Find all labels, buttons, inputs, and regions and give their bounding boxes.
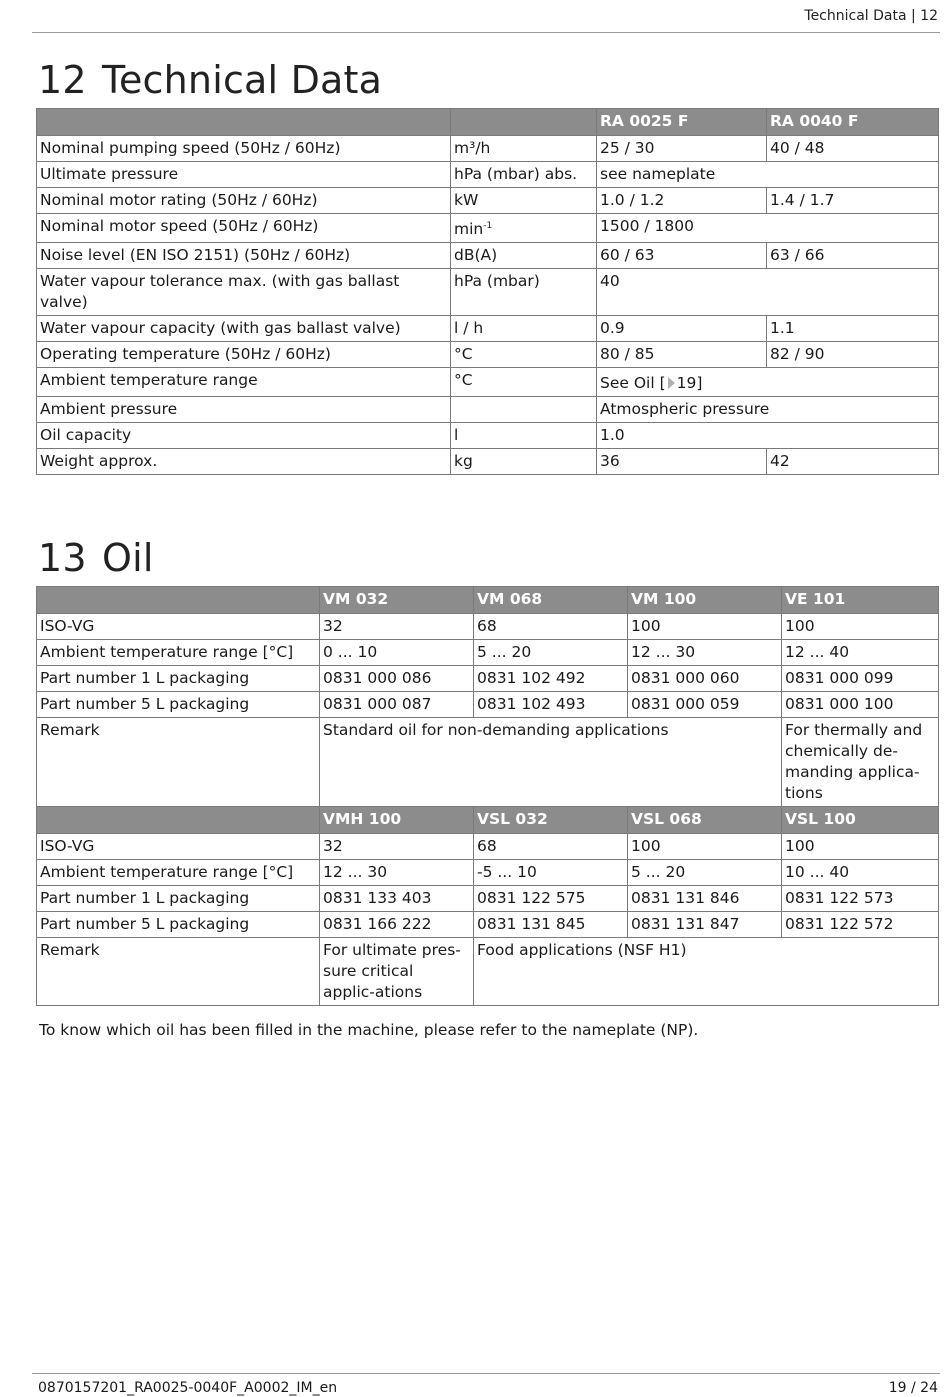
row-value: 42 [767, 449, 939, 475]
row-value: 0831 133 403 [320, 886, 474, 912]
row-label: Ambient temperature range [37, 368, 451, 397]
header-cell: VSL 100 [782, 807, 939, 834]
table-row [37, 397, 939, 423]
section-13-heading [38, 536, 154, 580]
unit-text: min [454, 220, 484, 239]
row-value: For thermally and chemically de-manding applica-tions [782, 718, 939, 807]
row-unit: hPa (mbar) [451, 269, 597, 316]
row-label: Noise level (EN ISO 2151) (50Hz / 60Hz) [37, 243, 451, 269]
row-unit: kW [451, 188, 597, 214]
header-cell: VM 032 [320, 587, 474, 614]
row-value: 25 / 30 [597, 136, 767, 162]
row-value: 100 [782, 614, 939, 640]
row-label: Nominal motor rating (50Hz / 60Hz) [37, 188, 451, 214]
footer-divider [32, 1373, 940, 1374]
row-label: Nominal pumping speed (50Hz / 60Hz) [37, 136, 451, 162]
table-row [37, 692, 939, 718]
row-value: 0831 000 060 [628, 666, 782, 692]
table-row [37, 860, 939, 886]
row-value: 32 [320, 834, 474, 860]
row-value: 40 [597, 269, 939, 316]
row-label: Operating temperature (50Hz / 60Hz) [37, 342, 451, 368]
header-cell [37, 807, 320, 834]
row-label: Ambient temperature range [°C] [37, 860, 320, 886]
row-value: 68 [474, 614, 628, 640]
row-value: 0831 122 573 [782, 886, 939, 912]
row-unit: m³/h [451, 136, 597, 162]
row-value: 1.0 / 1.2 [597, 188, 767, 214]
row-value: 80 / 85 [597, 342, 767, 368]
table-header-row [37, 807, 939, 834]
row-value: 5 ... 20 [474, 640, 628, 666]
table-row [37, 640, 939, 666]
document-id: 0870157201_RA0025-0040F_A0002_IM_en [38, 1380, 338, 1396]
row-value: 63 / 66 [767, 243, 939, 269]
row-value: 0831 000 087 [320, 692, 474, 718]
header-cell: VM 068 [474, 587, 628, 614]
section-title: Technical Data [102, 58, 383, 102]
row-value: see nameplate [597, 162, 939, 188]
page-reference-arrow-icon [668, 377, 675, 389]
section-number: 13 [38, 536, 87, 580]
row-label: Ambient pressure [37, 397, 451, 423]
row-value: 36 [597, 449, 767, 475]
row-unit: °C [451, 368, 597, 397]
header-cell: VSL 032 [474, 807, 628, 834]
header-cell [37, 109, 451, 136]
table-header-row [37, 587, 939, 614]
header-cell: RA 0025 F [597, 109, 767, 136]
row-value: 0831 131 846 [628, 886, 782, 912]
header-divider [32, 32, 940, 33]
row-value: 0.9 [597, 316, 767, 342]
row-value: 12 ... 30 [320, 860, 474, 886]
row-value: 0 ... 10 [320, 640, 474, 666]
row-label: Ultimate pressure [37, 162, 451, 188]
section-title: Oil [102, 536, 154, 580]
row-value: 0831 000 099 [782, 666, 939, 692]
row-value: 40 / 48 [767, 136, 939, 162]
table-row [37, 188, 939, 214]
row-value: -5 ... 10 [474, 860, 628, 886]
table-row [37, 614, 939, 640]
table-row [37, 886, 939, 912]
oil-table [36, 586, 939, 1006]
row-value: 1500 / 1800 [597, 214, 939, 243]
row-label: Water vapour tolerance max. (with gas ballast valve) [37, 269, 451, 316]
row-value: 5 ... 20 [628, 860, 782, 886]
technical-data-table [36, 108, 939, 475]
row-value: 0831 166 222 [320, 912, 474, 938]
table-row [37, 938, 939, 1006]
header-cell: RA 0040 F [767, 109, 939, 136]
row-value: 100 [628, 834, 782, 860]
header-cell: VMH 100 [320, 807, 474, 834]
row-label: Part number 1 L packaging [37, 666, 320, 692]
table-row [37, 269, 939, 316]
row-value: 0831 000 086 [320, 666, 474, 692]
row-unit [451, 397, 597, 423]
table-row [37, 368, 939, 397]
section-12-heading [38, 58, 382, 102]
row-value: 60 / 63 [597, 243, 767, 269]
table-row [37, 449, 939, 475]
table-row [37, 912, 939, 938]
table-row [37, 834, 939, 860]
row-value: 1.1 [767, 316, 939, 342]
row-label: ISO-VG [37, 834, 320, 860]
row-unit: hPa (mbar) abs. [451, 162, 597, 188]
header-cell [37, 587, 320, 614]
row-label: Part number 5 L packaging [37, 912, 320, 938]
row-value: 0831 000 100 [782, 692, 939, 718]
row-label: Water vapour capacity (with gas ballast valve) [37, 316, 451, 342]
row-value: 0831 122 575 [474, 886, 628, 912]
row-value: 32 [320, 614, 474, 640]
table-row [37, 316, 939, 342]
table-row [37, 214, 939, 243]
table-row [37, 423, 939, 449]
table-row [37, 342, 939, 368]
table-row [37, 666, 939, 692]
row-label: Remark [37, 938, 320, 1006]
table-row [37, 136, 939, 162]
row-value: 1.4 / 1.7 [767, 188, 939, 214]
unit-exponent: -1 [483, 221, 493, 231]
row-value: 10 ... 40 [782, 860, 939, 886]
reference-text: See Oil [ [600, 374, 666, 393]
running-header: Technical Data | 12 [804, 8, 938, 24]
row-unit: °C [451, 342, 597, 368]
reference-page: 19] [676, 374, 703, 393]
row-value: 100 [782, 834, 939, 860]
row-value: For ultimate pres-sure critical applic-ations [320, 938, 474, 1006]
section-number: 12 [38, 58, 87, 102]
row-value: 12 ... 30 [628, 640, 782, 666]
row-value: 0831 102 492 [474, 666, 628, 692]
row-value: 0831 102 493 [474, 692, 628, 718]
row-label: Part number 1 L packaging [37, 886, 320, 912]
header-cell: VSL 068 [628, 807, 782, 834]
row-label: Remark [37, 718, 320, 807]
header-cell [451, 109, 597, 136]
row-value: 0831 122 572 [782, 912, 939, 938]
row-value: 0831 131 847 [628, 912, 782, 938]
row-label: Nominal motor speed (50Hz / 60Hz) [37, 214, 451, 243]
row-value: Food applications (NSF H1) [474, 938, 939, 1006]
row-unit: l / h [451, 316, 597, 342]
row-label: Ambient temperature range [°C] [37, 640, 320, 666]
header-cell: VE 101 [782, 587, 939, 614]
row-value: 1.0 [597, 423, 939, 449]
table-row [37, 718, 939, 807]
row-label: ISO-VG [37, 614, 320, 640]
row-value: Standard oil for non-demanding applications [320, 718, 782, 807]
oil-cross-reference[interactable] [597, 368, 939, 397]
table-row [37, 162, 939, 188]
row-value: 68 [474, 834, 628, 860]
table-header-row [37, 109, 939, 136]
row-label: Weight approx. [37, 449, 451, 475]
row-value: 82 / 90 [767, 342, 939, 368]
row-unit: l [451, 423, 597, 449]
row-value: Atmospheric pressure [597, 397, 939, 423]
header-cell: VM 100 [628, 587, 782, 614]
table-row [37, 243, 939, 269]
row-value: 12 ... 40 [782, 640, 939, 666]
oil-note: To know which oil has been filled in the machine, please refer to the nameplate (NP). [39, 1021, 699, 1039]
row-label: Part number 5 L packaging [37, 692, 320, 718]
row-unit: kg [451, 449, 597, 475]
row-unit [451, 214, 597, 243]
row-value: 100 [628, 614, 782, 640]
page-number: 19 / 24 [888, 1380, 938, 1396]
row-value: 0831 000 059 [628, 692, 782, 718]
row-label: Oil capacity [37, 423, 451, 449]
row-value: 0831 131 845 [474, 912, 628, 938]
row-unit: dB(A) [451, 243, 597, 269]
